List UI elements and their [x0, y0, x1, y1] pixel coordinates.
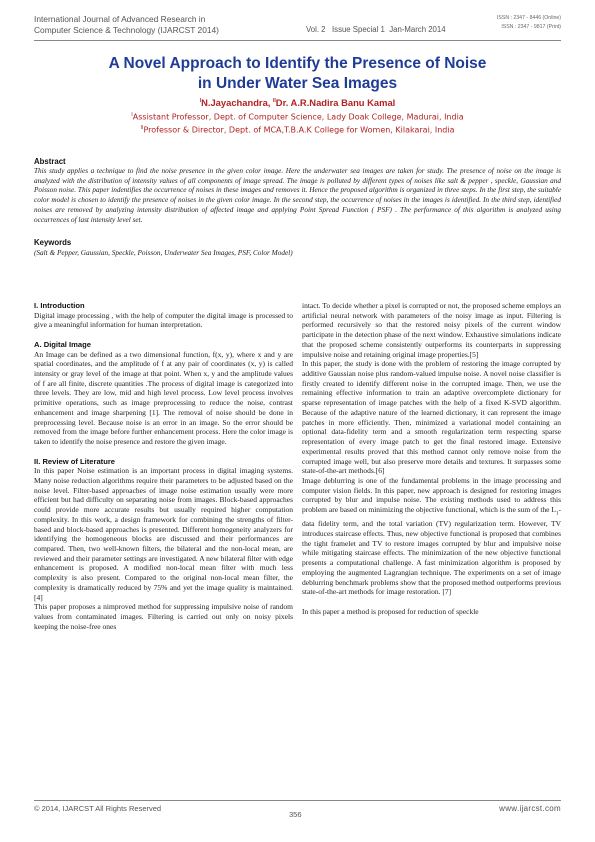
right-column	[302, 301, 561, 617]
footer-divider	[34, 800, 561, 801]
author2-name: Dr. A.R.Nadira Banu Kamal	[275, 97, 396, 108]
right-paragraph-3	[302, 476, 561, 597]
paper-title-line2: in Under Water Sea Images	[197, 75, 398, 92]
journal-name-line2: Computer Science & Technology (IJARCST 2014)	[34, 25, 219, 35]
keywords-heading: Keywords	[34, 238, 72, 247]
introduction-heading: I. Introduction	[34, 301, 85, 310]
issn-info	[497, 14, 561, 31]
affiliation-2-text: Professor & Director, Dept. of MCA,T.B.A.K College for Women, Kilakarai, India	[143, 125, 455, 135]
journal-name-line1: International Journal of Advanced Research in	[34, 14, 206, 24]
digital-image-paragraph: An Image can be defined as a two dimensional function, f(x, y), where x and y are spatial coordinates, and the amplitude of f at any pair of coordinates (x, y) is called intensity or gray level of the image at that point. When x, y and the amplitude values of f are all finite, discrete quantities .The process of digital image is categorized into three levels. They are low, mid and high level process. Low level process involves primitive operations, such as image preprocessing to reduce the noise, contrast enhancement and image sharpening [1]. The removal of noise should be done in preprocessing level. Because noise is an error in an image. So the error should be removed from the image before further enhancement process. Here the color image is taken to identify the noise presence and restore the given image.	[34, 349, 293, 447]
issn-print: ISSN : 2347 - 9817 (Print)	[501, 23, 561, 30]
affiliation-1	[34, 112, 561, 122]
author-list	[34, 97, 561, 108]
introduction-paragraph: Digital image processing , with the help of computer the digital image is processed to give a meaningful information for human interpretation.	[34, 310, 293, 330]
keywords-body: (Salt & Pepper, Gaussian, Speckle, Poisson, Underwater Sea Images, PSF, Color Model)	[34, 249, 293, 257]
journal-name	[34, 14, 219, 36]
author1-name: N.Jayachandra,	[201, 97, 274, 108]
affiliation-1-marker: I	[131, 112, 133, 118]
l1-subscript: 1	[556, 511, 559, 517]
literature-review-paragraph-1: In this paper Noise estimation is an important process in digital imaging systems. Many noise reduction algorithms require their parameters to be adjusted based on the noise level. Filter-based approaches of image noise estimation usually were more efficient but had difficulty on separating noise from images. Block-based approaches could provide more accurate results but usually required higher computation complexity. In this work, a design framework for combining the strengths of filter-based and block-based approaches is presented. Different homogeneity analyzers for identifying the homogeneous blocks are discussed and their performances are compared. Then, two well-known filters, the bilateral and the non-local mean, are reviewed and their parameter settings are investigated. A new bilateral filter with edge enhancement is proposed. A modified non-local mean filter with much less complexity is also present. Compared to the original non-local mean filter, the complexity is dramatically reduced by 75% and yet the image quality is maintained.[4]	[34, 466, 293, 602]
issue-info: Vol. 2 Issue Special 1 Jan-March 2014	[306, 25, 446, 34]
left-column	[34, 301, 293, 631]
author2-marker: II	[273, 97, 276, 104]
literature-review-heading: II. Review of Literature	[34, 456, 116, 466]
digital-image-heading: A. Digital Image	[34, 339, 91, 349]
right-paragraph-1: intact. To decide whether a pixel is corrupted or not, the proposed scheme employs an artificial neural network with parameters of the noisy image as input. Filtering is performed recursively so that the restored noisy pixels of the current window participate in the detection phase of the next window. Exhaustive simulations indicate that the proposed scheme consistently outperforms its counterparts in suppressing impulsive noise and retaining original image properties.[5]	[302, 301, 561, 359]
affiliation-1-text: Assistant Professor, Dept. of Computer Science, Lady Doak College, Madurai, India	[132, 112, 464, 122]
paper-title-line1: A Novel Approach to Identify the Presence of Noise	[108, 55, 487, 72]
abstract-heading: Abstract	[34, 157, 66, 166]
author1-marker: I	[199, 97, 202, 104]
affiliation-2	[34, 125, 561, 135]
abstract-body: This study applies a technique to find the noise presence in the given color image. Here the underwater sea images are taken for study. The presence of noise on the image is analyzed with the distribution of intensity values of all components of image spread. The image is polluted by different types of noises like salt & pepper , speckle, Gaussian and Poisson noise. This paper indentifies the occurrence of noises in these images and removes it. Hence the proposed algorithm is organized in three steps. In the first step, the suitable color model is chosen to identify the presence of noises in the given color image. In the second step, the occurrence of noises in the images is identified. In the third step, identified noises are removed by analyzing intensity distribution of affected image and applying Point Spread Function ( PSF) . The performance of this algorithm is analyzed using occurrences of last intensity level set.	[34, 167, 561, 224]
affiliation-2-marker: II	[140, 125, 144, 131]
header-divider	[34, 40, 561, 41]
issn-online: ISSN : 2347 - 8446 (Online)	[496, 15, 561, 21]
copyright-notice: © 2014, IJARCST All Rights Reserved	[34, 804, 162, 813]
right-paragraph-3-part2: -data fidelity term, and the total variation (TV) regularization term. However, TV introduces staircase effects. Thus, new objective functional is proposed that combines the tight framelet and TV to restore images corrupted by blur and impulsive noise while mitigating staircase effects. The minimization of the new objective functional presents a computational challenge. A fast minimization algorithm is proposed by employing the augmented Lagrangian technique. The experiments on a set of image deblurring benchmark problems show that the proposed method outperforms previous state-of-the-art methods for image restoration. [7]	[302, 505, 561, 597]
literature-review-paragraph-2: This paper proposes a nimproved method for suppressing impulsive noise of random values from contaminated images. Filtering is carried out only on noisy pixels keeping the noise-free ones	[34, 602, 293, 631]
journal-website-link[interactable]: www.ijarcst.com	[499, 804, 561, 813]
right-paragraph-2: In this paper, the study is done with the problem of restoring the image corrupted by additive Gaussian noise plus random-valued impulse noise. A novel noise classifier is firstly created to identify different noise in the corrupted image. Then, we use the remaining effective information to train an adaptive overcomplete dictionary for sparse representation of image patches with the help of a fixed K-SVD algorithm. Because of the adaptive nature of the learned dictionary, it can represent the image patches in more efficiently. Then, minimized a variational model containing an optional data-fidelity term and a smooth regularization term respecting sparse representation of every image patch to get the final restored image. Extensive experimental results proved that this method cannot only remove noise from the corrupted image well, but also preserve more details and textures. It surpasses some state-of-the-art methods.[6]	[302, 359, 561, 476]
page-number: 356	[289, 810, 302, 819]
paper-title	[34, 54, 561, 94]
right-paragraph-4: In this paper a method is proposed for reduction of speckle	[302, 606, 479, 616]
right-paragraph-3-part1: Image deblurring is one of the fundamental problems in the image processing and computer vision fields. In this paper, new approach is designed for restoring images corrupted by blur and impulse noise. The existing methods used to address this problem are based on minimizing the objective functional, which is the sum of the L	[302, 475, 561, 515]
